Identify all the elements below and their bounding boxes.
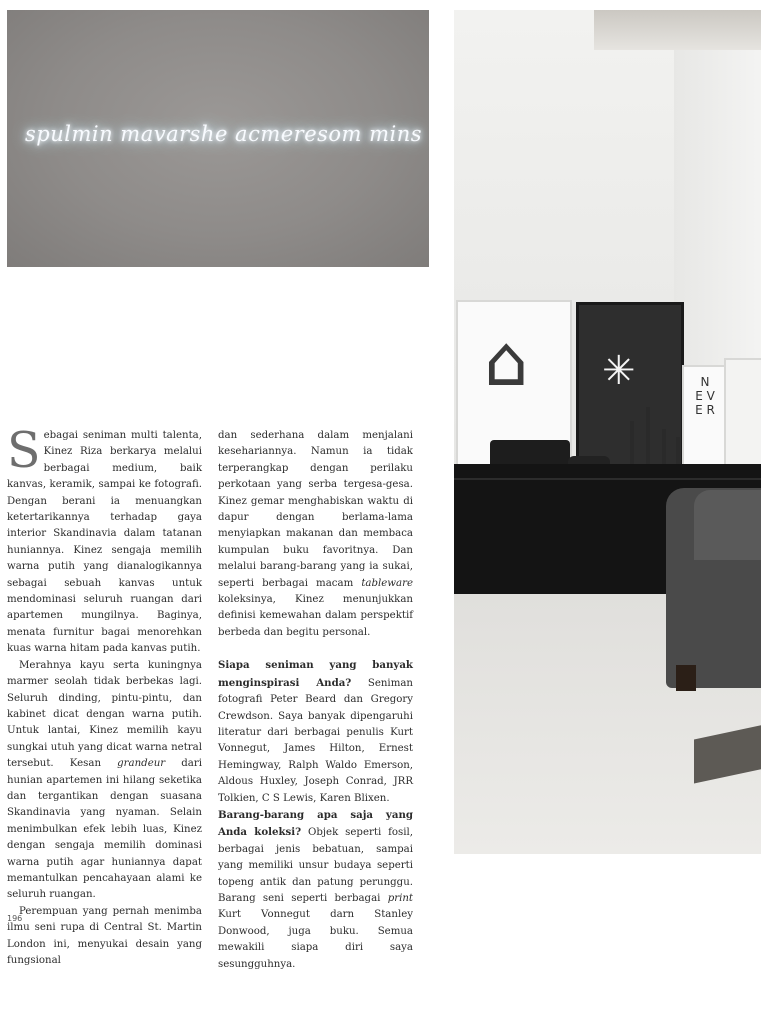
paragraph-text: Merahnya kayu serta kuningnya marmer seolah tidak berbekas lagi. Seluruh dinding, pintu-pintu, dan kabinet dicat dengan warna putih. Untuk lantai, Kinez memilih kayu sungkai utuh yang dicat warna netral tersebut. Kesan [7,659,202,770]
paragraph-text: dari hunian apartemen ini hilang seketika dan tergantikan dengan suasana Skandinavia yang nyaman. Selain menimbulkan efek lebih luas, Kinez dengan sengaja memilih dominasi warna putih agar huniannya dapat memantulkan pencahayaan alami ke seluruh ruangan. [7,758,202,901]
paragraph-text: ebagai seniman multi talenta, Kinez Riza berkarya melalui berbagai medium, baik kanvas, keramik, sampai ke fotografi. Dengan berani ia menuangkan ketertarikannya terhadap gaya interior Skandinavia dalam tatanan huniannya. Kinez sengaja memilih warna putih yang dianalogikannya sebagai sebuah kanvas untuk mendominasi seluruh ruangan dari apartemen mungilnya. Baginya, menata furnitur bagai menorehkan kuas warna hitam pada kanvas putih. [7,430,202,655]
eye-chart-line: E R [695,403,715,417]
star-icon: ✳ [602,348,636,394]
eye-chart-letters [690,375,720,417]
sofa-leg [676,665,696,691]
question-text: Barang-barang apa saja yang Anda koleksi? [218,808,413,839]
qa-block [218,657,413,807]
paragraph-text: koleksinya, Kinez menunjukkan definisi kemewahan dalam perspektif berbeda dan begitu personal. [218,594,413,638]
eye-chart-line: E V [695,389,715,403]
birdcage-drawing: ⌂ [484,320,529,402]
answer-text: Seniman fotografi Peter Beard dan Gregory Crewdson. Saya banyak dipengaruhi literatur dari berbagai penulis Kurt Vonnegut, James Hilton, Ernest Hemingway, Ralph Waldo Emerson, Aldous Huxley, Joseph Conrad, JRR Tolkien, C S Lewis, Karen Blixen. [218,677,413,804]
paragraph-text: Perempuan yang pernah menimba ilmu seni rupa di Central St. Martin London ini, menyukai desain yang fungsional [7,905,202,966]
ceiling [594,10,761,50]
neon-art-photo [7,10,429,267]
paragraph [7,658,202,904]
living-room-photo [454,10,761,854]
answer-text: Objek seperti fosil, berbagai jenis bebatuan, sampai yang memiliki unsur budaya seperti topeng antik dan patung perunggu. Barang seni seperti berbagai [218,827,414,904]
drop-cap: S [7,422,41,479]
answer-text: Kurt Vonnegut darn Stanley Donwood, juga buku. Semua mewakili siapa diri saya sesungguhnya. [218,909,413,970]
sofa-cushion [694,490,761,560]
paragraph [218,428,413,641]
page-number: 196 [7,914,23,923]
paragraph-text: dan sederhana dalam menjalani kesehariannya. Namun ia tidak terperangkap dengan perilaku perkotaan yang serba tergesa-gesa. Kinez gemar menghabiskan waktu di dapur dengan berlama-lama menyiapkan makanan dan membaca kumpulan buku favoritnya. Dan melalui barang-barang yang ia sukai, seperti berbagai macam [218,430,413,589]
article-column-2 [218,428,413,973]
candlesticks [624,405,684,465]
article-column-1 [7,422,202,969]
poster-frame [724,358,761,467]
paragraph-intro [7,422,202,658]
qa-block [218,807,413,973]
paragraph [7,904,202,970]
emphasis-text: grandeur [117,758,166,770]
question-text: Siapa seniman yang banyak menginspirasi Anda? [218,659,413,689]
emphasis-text: tableware [361,577,413,589]
neon-sign-text: spulmin mavarshe acmeresom mins [25,122,423,146]
emphasis-text: print [387,892,413,904]
sideboard-edge [454,478,761,480]
eye-chart-line: N [700,375,710,389]
